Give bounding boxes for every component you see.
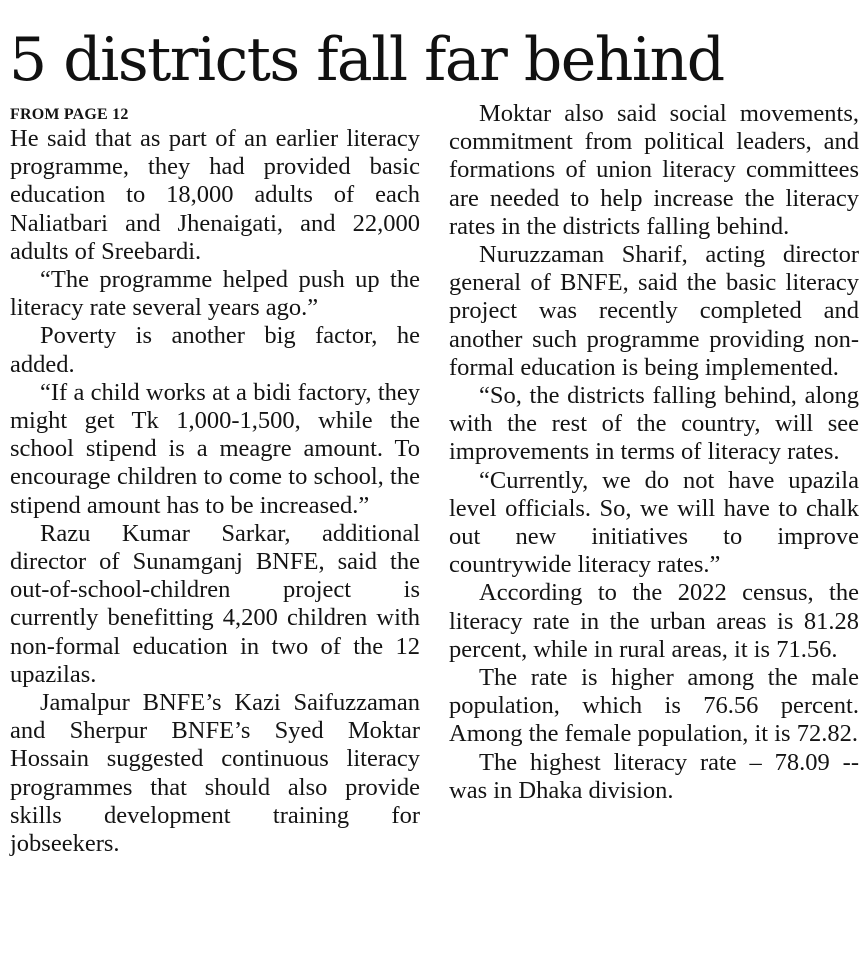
paragraph: “The programme helped push up the literacy rate several years ago.” <box>10 266 420 322</box>
headline: 5 districts fall far behind <box>9 25 724 95</box>
article-column-right <box>449 100 859 805</box>
paragraph: “So, the districts falling behind, along with the rest of the country, will see improvements in terms of literacy rates. <box>449 382 859 466</box>
paragraph: “If a child works at a bidi factory, they might get Tk 1,000-1,500, while the school stipend is a meagre amount. To encourage children to come to school, the stipend amount has to be increased.” <box>10 378 420 519</box>
paragraph: Poverty is another big factor, he added. <box>10 322 420 378</box>
paragraph: According to the 2022 census, the literacy rate in the urban areas is 81.28 percent, while in rural areas, it is 71.56. <box>449 579 859 663</box>
continuation-kicker: FROM PAGE 12 <box>10 106 129 123</box>
paragraph: “Currently, we do not have upazila level officials. So, we will have to chalk out new initiatives to improve countrywide literacy rates.” <box>449 466 859 579</box>
paragraph: Moktar also said social movements, commitment from political leaders, and formations of union literacy committees are needed to help increase the literacy rates in the districts falling behind. <box>449 100 859 240</box>
paragraph: The rate is higher among the male population, which is 76.56 percent. Among the female population, it is 72.82. <box>449 664 859 748</box>
paragraph: He said that as part of an earlier literacy programme, they had provided basic education to 18,000 adults of each Naliatbari and Jhenaigati, and 22,000 adults of Sreebardi. <box>10 125 420 265</box>
paragraph: The highest literacy rate – 78.09 -- was in Dhaka division. <box>449 748 859 804</box>
paragraph: Razu Kumar Sarkar, additional director of Sunamganj BNFE, said the out-of-school-children project is currently benefitting 4,200 children with non-formal education in two of the 12 upazilas. <box>10 519 420 688</box>
paragraph: Jamalpur BNFE’s Kazi Saifuzzaman and Sherpur BNFE’s Syed Moktar Hossain suggested continuous literacy programmes that should also provide skills development training for jobseekers. <box>10 689 420 858</box>
article-column-left <box>10 100 420 858</box>
paragraph: Nuruzzaman Sharif, acting director general of BNFE, said the basic literacy project was recently completed and another such programme providing non-formal education is being implemented. <box>449 241 859 381</box>
